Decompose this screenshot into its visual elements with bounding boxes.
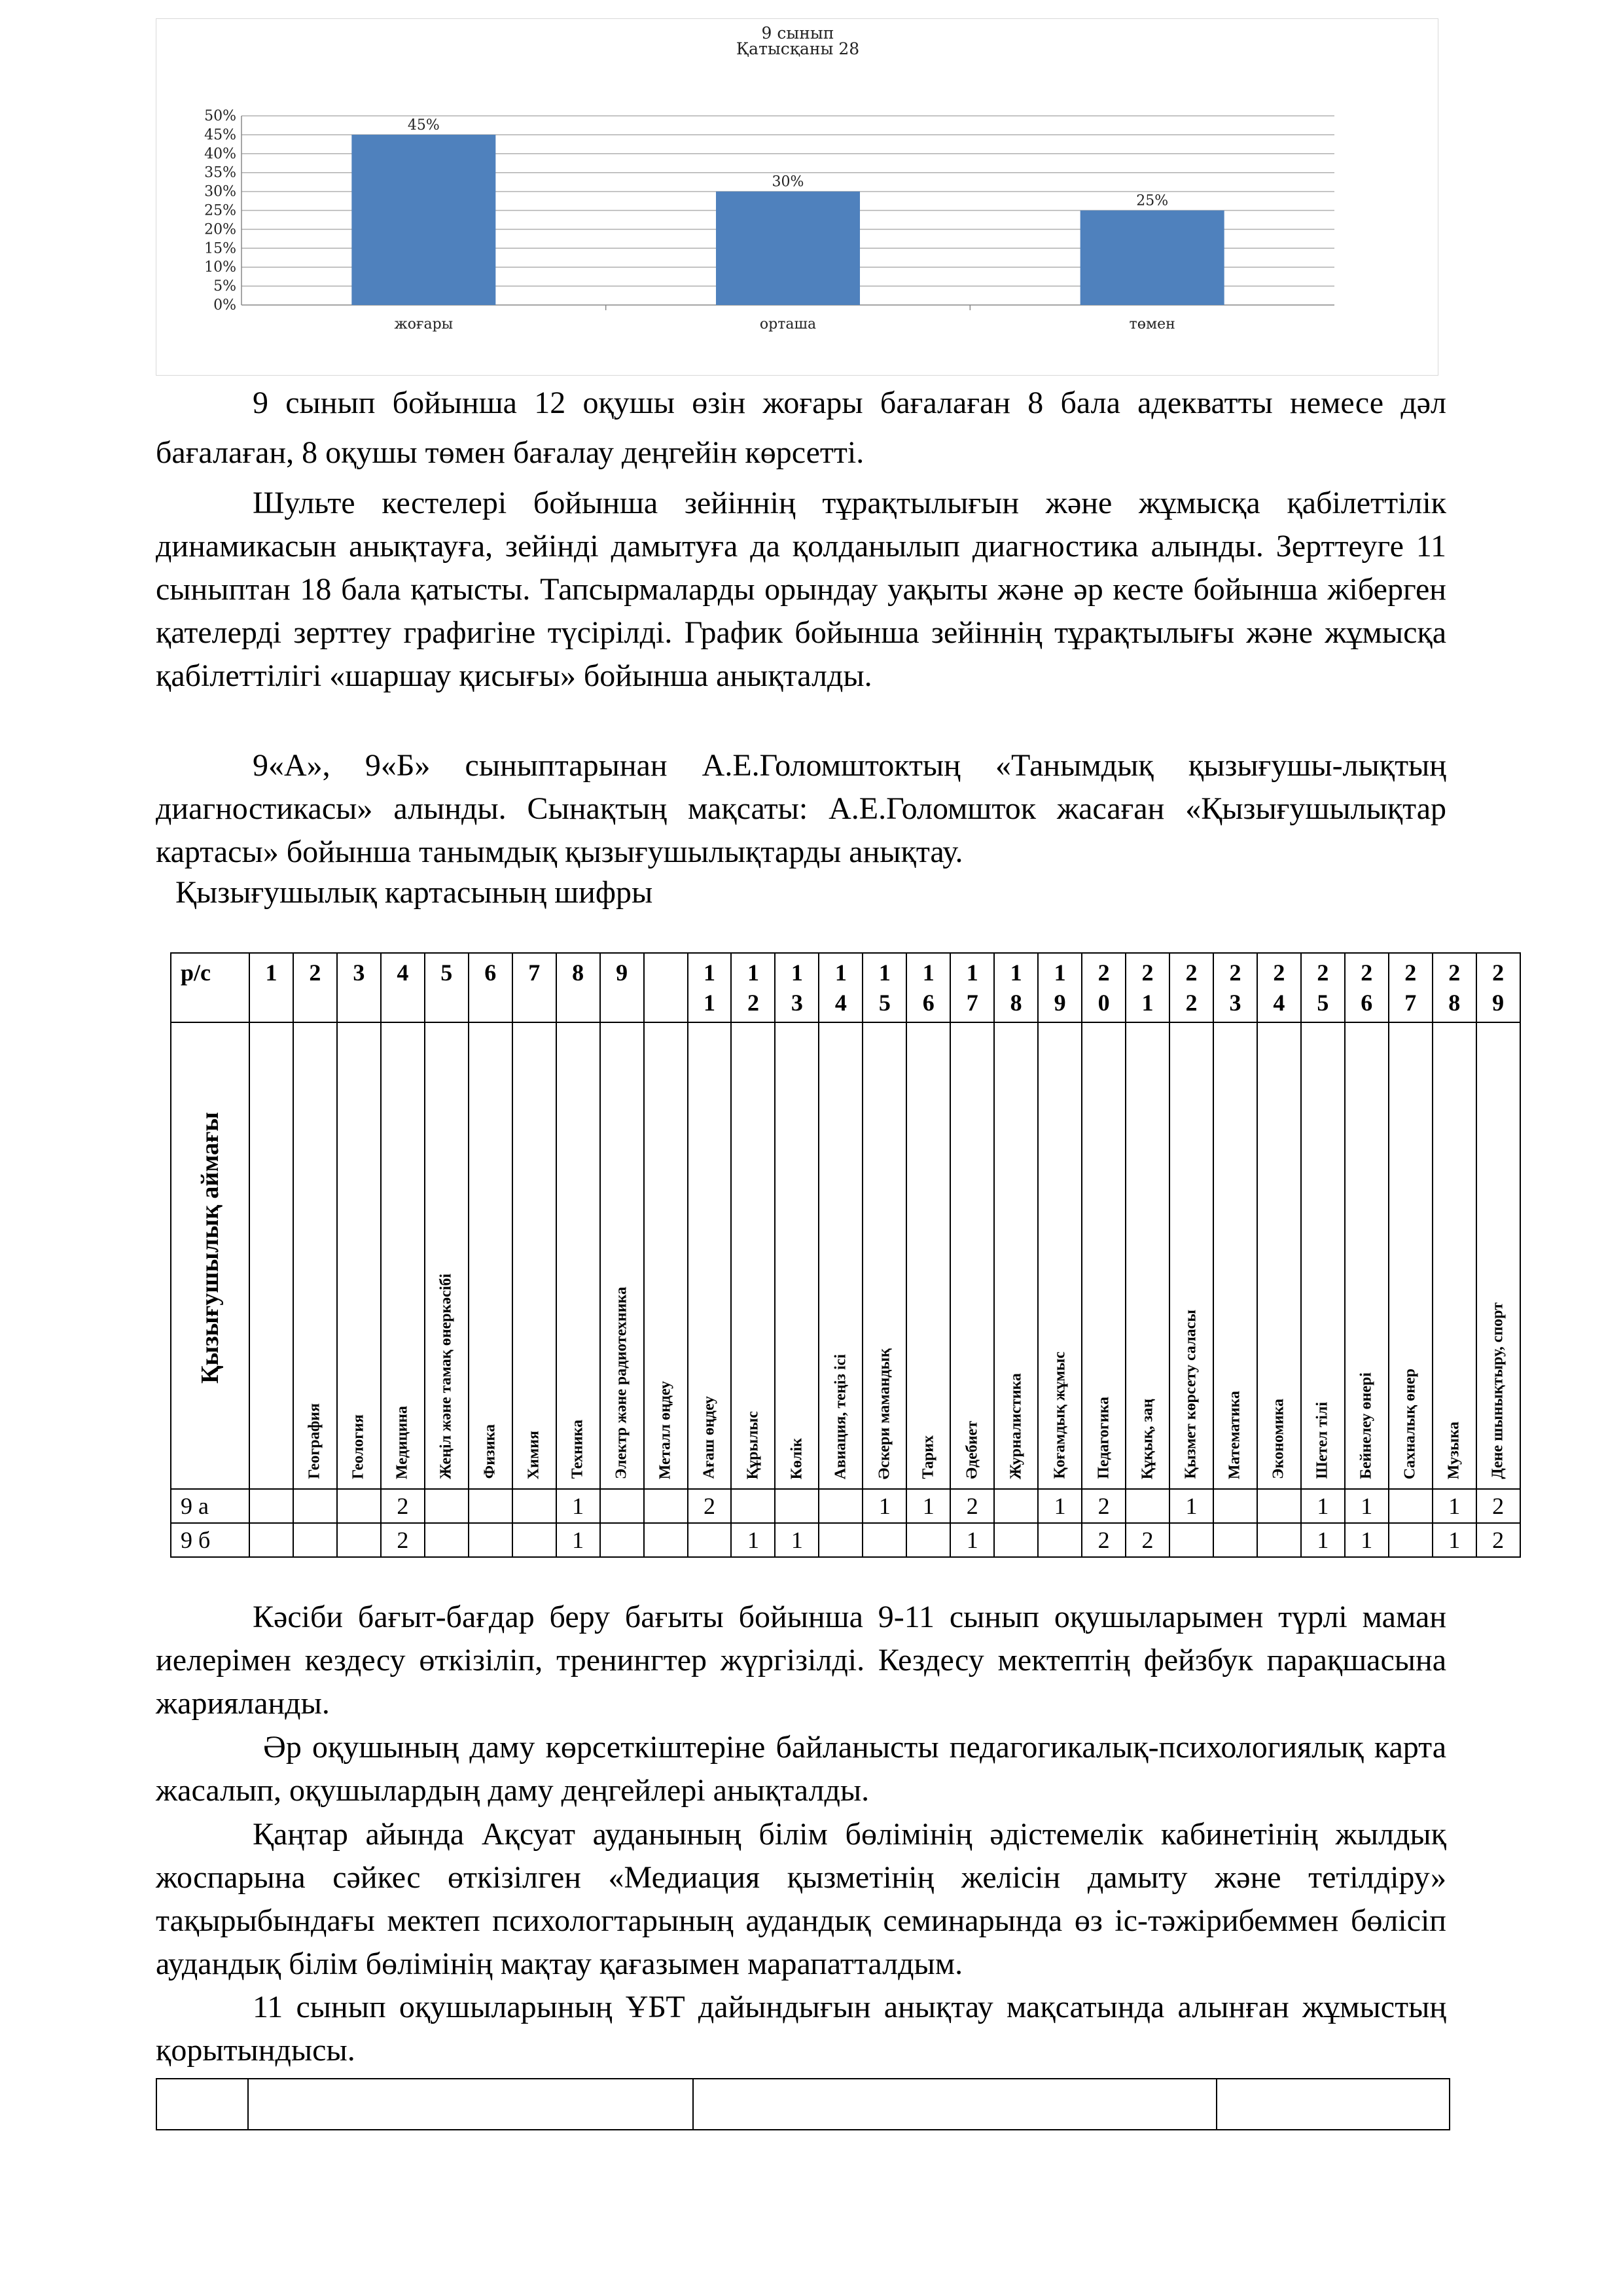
table-cell <box>1217 2079 1450 2130</box>
area-name: Медицина <box>393 1405 411 1479</box>
interest-cipher-table <box>170 952 1521 1558</box>
table-cell <box>1389 1523 1433 1557</box>
area-name: Математика <box>1226 1390 1243 1479</box>
bar-1 <box>716 192 860 305</box>
header-number: 27 <box>1389 953 1433 1022</box>
y-tick-label: 20% <box>204 221 236 238</box>
area-cell <box>819 1022 863 1489</box>
header-number: 21 <box>1126 953 1169 1022</box>
area-name: Журналистика <box>1007 1372 1025 1479</box>
header-number: 12 <box>731 953 775 1022</box>
y-tick-label: 15% <box>204 240 236 257</box>
area-name: Тарих <box>919 1435 937 1479</box>
table-cell: 2 <box>1082 1523 1126 1557</box>
table-row <box>171 1489 1520 1523</box>
table-cell <box>1213 1523 1257 1557</box>
area-name: Техника <box>569 1420 586 1479</box>
header-number: 7 <box>512 953 556 1022</box>
table-areas-row <box>171 1022 1520 1489</box>
table-cell <box>819 1523 863 1557</box>
area-cell <box>1433 1022 1476 1489</box>
area-cell <box>556 1022 600 1489</box>
header-number: 25 <box>1301 953 1345 1022</box>
header-number: 23 <box>1213 953 1257 1022</box>
area-name: Экономика <box>1270 1399 1287 1479</box>
header-number: 3 <box>337 953 381 1022</box>
paragraph-ubt <box>156 1986 1446 2072</box>
paragraph-text: 9 сынып бойынша 12 оқушы өзін жоғары бағалаған 8 бала адекватты немесе дәл бағалаған, 8 оқушы төмен бағалау деңгейін көрсетті. <box>156 386 1446 470</box>
area-name: Физика <box>481 1424 499 1479</box>
table-cell <box>906 1523 950 1557</box>
table-cell <box>425 1489 469 1523</box>
table-cell: 1 <box>950 1523 994 1557</box>
table-cell <box>469 1489 512 1523</box>
area-cell <box>1389 1022 1433 1489</box>
area-name: География <box>306 1403 323 1479</box>
area-cell <box>906 1022 950 1489</box>
table-cell <box>688 1523 732 1557</box>
header-number: 13 <box>775 953 819 1022</box>
table-cell <box>994 1523 1038 1557</box>
table-row <box>156 2079 1450 2130</box>
table-cell: 2 <box>1476 1523 1520 1557</box>
area-cell <box>950 1022 994 1489</box>
x-tick-label: жоғары <box>394 316 454 332</box>
y-tick-label: 50% <box>204 108 236 124</box>
chart-subtitle: Қатысқаны 28 <box>736 39 860 58</box>
header-number: 2 <box>293 953 337 1022</box>
y-tick-label: 30% <box>204 183 236 200</box>
y-tick-label: 5% <box>213 278 236 295</box>
header-number: 16 <box>906 953 950 1022</box>
table-cell <box>425 1523 469 1557</box>
table-cell <box>293 1523 337 1557</box>
header-number: 20 <box>1082 953 1126 1022</box>
area-label-cell <box>171 1022 249 1489</box>
area-name: Құқық, заң <box>1139 1398 1156 1479</box>
header-number: 14 <box>819 953 863 1022</box>
area-cell <box>775 1022 819 1489</box>
y-tick-label: 45% <box>204 126 236 143</box>
area-cell <box>644 1022 688 1489</box>
header-number: 8 <box>556 953 600 1022</box>
area-cell <box>731 1022 775 1489</box>
area-name: Әскери мамандық <box>876 1348 893 1479</box>
area-name: Бейнелеу өнері <box>1357 1372 1375 1479</box>
table-cell: 2 <box>381 1489 425 1523</box>
area-cell <box>249 1022 293 1489</box>
table-cell: 1 <box>1038 1489 1082 1523</box>
table-cell: 1 <box>556 1489 600 1523</box>
chart-bars <box>351 117 1224 305</box>
header-number: 24 <box>1257 953 1301 1022</box>
y-tick-label: 40% <box>204 145 236 162</box>
table-cell: 1 <box>775 1523 819 1557</box>
area-cell <box>600 1022 644 1489</box>
area-cell <box>688 1022 732 1489</box>
table-cell <box>512 1523 556 1557</box>
area-name: Металл өңдеу <box>656 1380 674 1479</box>
chart-container <box>156 18 1438 376</box>
area-cell <box>1169 1022 1213 1489</box>
area-cell <box>1038 1022 1082 1489</box>
table-cell <box>731 1489 775 1523</box>
table-cell <box>644 1489 688 1523</box>
header-number: 29 <box>1476 953 1520 1022</box>
table-cell <box>1169 1523 1213 1557</box>
paragraph-text: Қаңтар айында Ақсуат ауданының білім бөлімінің әдістемелік кабинетінің жылдық жоспарына сәйкес өткізілген «Медиация қызметінің желісін дамыту және тетілдіру» тақырыбындағы мектеп психологтарының аудандық семинарында өз іс-тәжірибеммен бөлісіп аудандық білім бөлімінің мақтау қағазымен марапатталдым. <box>156 1817 1446 1981</box>
area-name: Құрылыс <box>744 1410 762 1479</box>
table-cell <box>249 1523 293 1557</box>
header-number: 1 <box>249 953 293 1022</box>
y-tick-label: 25% <box>204 202 236 219</box>
area-name: Педагогика <box>1095 1397 1113 1479</box>
area-cell <box>293 1022 337 1489</box>
header-number: 17 <box>950 953 994 1022</box>
y-tick-label: 10% <box>204 259 236 276</box>
table-cell <box>156 2079 248 2130</box>
area-cell <box>1301 1022 1345 1489</box>
area-cell <box>1213 1022 1257 1489</box>
paragraph-text: 11 сынып оқушыларының ҰБТ дайындығын анықтау мақсатында алынған жұмыстың қорытындысы. <box>156 1990 1446 2068</box>
header-number: 6 <box>469 953 512 1022</box>
area-cell <box>337 1022 381 1489</box>
header-number: 9 <box>600 953 644 1022</box>
table-cell <box>863 1523 906 1557</box>
table-cell <box>775 1489 819 1523</box>
area-name: Дене шынықтыру, спорт <box>1489 1302 1507 1479</box>
table-cell <box>1257 1523 1301 1557</box>
area-name: Көлік <box>788 1437 806 1479</box>
table-cell <box>644 1523 688 1557</box>
table-cell: 1 <box>1433 1489 1476 1523</box>
table-cell: 1 <box>906 1489 950 1523</box>
header-number: 5 <box>425 953 469 1022</box>
table-cell: 1 <box>556 1523 600 1557</box>
paragraph-seminar <box>156 1813 1446 1986</box>
header-number: 28 <box>1433 953 1476 1022</box>
table-caption: Қызығушылық картасының шифры <box>175 875 653 910</box>
paragraph-golomshtok <box>156 744 1446 874</box>
paragraph-career-guidance <box>156 1596 1446 1725</box>
area-cell <box>1257 1022 1301 1489</box>
x-tick-label: орташа <box>759 316 817 332</box>
paragraph-text: Шульте кестелері бойынша зейіннің тұрақтылығын және жұмысқа қабілеттілік динамикасын анықтауға, зейінді дамытуға да қолданылып диагностика алынды. Зерттеуге 11 сыныптан 18 бала қатысты. Тапсырмаларды орындау уақыты және әр кесте бойынша жіберген қателерді зерттеу графигіне түсірілді. График бойынша зейіннің тұрақтылығы және жұмысқа қабілеттілігі «шаршау қисығы» бойынша анықталды. <box>156 486 1446 693</box>
area-name: Химия <box>525 1430 543 1479</box>
area-cell <box>863 1022 906 1489</box>
ubt-results-table <box>156 2078 1450 2130</box>
header-rc: р/с <box>171 953 249 1022</box>
table-cell <box>512 1489 556 1523</box>
table-cell: 2 <box>950 1489 994 1523</box>
table-cell: 1 <box>1345 1489 1389 1523</box>
bar-data-label: 30% <box>772 173 804 190</box>
area-cell <box>1126 1022 1169 1489</box>
area-cell <box>1082 1022 1126 1489</box>
table-cell <box>693 2079 1217 2130</box>
area-name: Әдебиет <box>963 1421 981 1479</box>
paragraph-development-map <box>156 1726 1446 1812</box>
table-cell: 1 <box>863 1489 906 1523</box>
table-cell: 1 <box>1301 1523 1345 1557</box>
row-label: 9 б <box>171 1523 249 1557</box>
table-cell: 2 <box>1126 1523 1169 1557</box>
table-cell: 1 <box>1301 1489 1345 1523</box>
table-cell <box>337 1523 381 1557</box>
chart-y-axis <box>204 108 241 314</box>
area-name: Геология <box>349 1414 367 1479</box>
x-tick-label: төмен <box>1129 316 1175 332</box>
table-cell <box>469 1523 512 1557</box>
area-cell <box>1476 1022 1520 1489</box>
paragraph-text: 9«А», 9«Б» сыныптарынан А.Е.Голомштоктың «Танымдық қызығушы-лықтың диагностикасы» алынды. Сынақтың мақсаты: А.Е.Голомшток жасаған «Қызығушылықтар картасы» бойынша танымдық қызығушылықтарды анықтау. <box>156 748 1446 869</box>
area-cell <box>1345 1022 1389 1489</box>
area-cell <box>381 1022 425 1489</box>
row-label: 9 а <box>171 1489 249 1523</box>
area-name: Электр және радиотехника <box>613 1286 630 1479</box>
paragraph-text: Кәсіби бағыт-бағдар беру бағыты бойынша 9-11 сынып оқушыларымен түрлі маман иелерімен кездесу өткізіліп, тренингтер жүргізілді. Кездесу мектептің фейзбук парақшасына жарияланды. <box>156 1600 1446 1721</box>
area-cell <box>425 1022 469 1489</box>
table-cell: 2 <box>1082 1489 1126 1523</box>
table-cell <box>1257 1489 1301 1523</box>
area-name: Сахналық өнер <box>1401 1368 1419 1479</box>
table-cell <box>1213 1489 1257 1523</box>
table-cell: 1 <box>1433 1523 1476 1557</box>
area-name: Қызмет көрсету саласы <box>1182 1310 1200 1479</box>
area-name: Қоғамдық жұмыс <box>1051 1352 1069 1479</box>
paragraph-text: Әр оқушының даму көрсеткіштеріне байланысты педагогикалық-психологиялық карта жасалып, оқушылардың даму деңгейлері анықталды. <box>156 1730 1446 1808</box>
table-cell: 1 <box>731 1523 775 1557</box>
area-cell <box>512 1022 556 1489</box>
header-number: 26 <box>1345 953 1389 1022</box>
table-cell <box>600 1489 644 1523</box>
paragraph-schulte <box>156 482 1446 698</box>
chart-x-axis <box>394 305 1175 332</box>
table-cell <box>994 1489 1038 1523</box>
table-cell: 1 <box>1169 1489 1213 1523</box>
area-cell <box>469 1022 512 1489</box>
table-cell <box>1126 1489 1169 1523</box>
bar-2 <box>1080 211 1224 306</box>
header-number: 22 <box>1169 953 1213 1022</box>
table-cell <box>1038 1523 1082 1557</box>
header-number: 18 <box>994 953 1038 1022</box>
table-cell: 1 <box>1345 1523 1389 1557</box>
table-cell <box>1389 1489 1433 1523</box>
area-name: Шетел тілі <box>1313 1402 1331 1479</box>
table-cell <box>819 1489 863 1523</box>
header-number <box>644 953 688 1022</box>
area-name: Музыка <box>1445 1421 1463 1479</box>
chart-title: 9 сынып <box>761 24 834 43</box>
bar-0 <box>351 135 495 305</box>
bar-data-label: 25% <box>1136 192 1169 209</box>
table-cell: 2 <box>381 1523 425 1557</box>
table-cell <box>293 1489 337 1523</box>
table-cell: 2 <box>1476 1489 1520 1523</box>
table-cell <box>600 1523 644 1557</box>
area-name: Жеңіл және тамақ өнеркәсібі <box>437 1273 455 1479</box>
paragraph-grade9-results <box>156 378 1446 478</box>
area-label: Қызығушылық аймағы <box>196 1111 224 1384</box>
bar-chart <box>156 19 1439 376</box>
table-cell <box>248 2079 693 2130</box>
area-cell <box>994 1022 1038 1489</box>
area-name: Ағаш өңдеу <box>700 1396 718 1479</box>
table-row <box>171 1523 1520 1557</box>
table-cell <box>337 1489 381 1523</box>
header-number: 11 <box>688 953 732 1022</box>
bar-data-label: 45% <box>407 117 440 134</box>
header-number: 4 <box>381 953 425 1022</box>
table-cell <box>249 1489 293 1523</box>
table-header-row <box>171 953 1520 1022</box>
area-name: Авиация, теңіз ісі <box>832 1354 849 1479</box>
y-tick-label: 35% <box>204 164 236 181</box>
y-tick-label: 0% <box>213 297 236 314</box>
header-number: 15 <box>863 953 906 1022</box>
table-cell: 2 <box>688 1489 732 1523</box>
header-number: 19 <box>1038 953 1082 1022</box>
